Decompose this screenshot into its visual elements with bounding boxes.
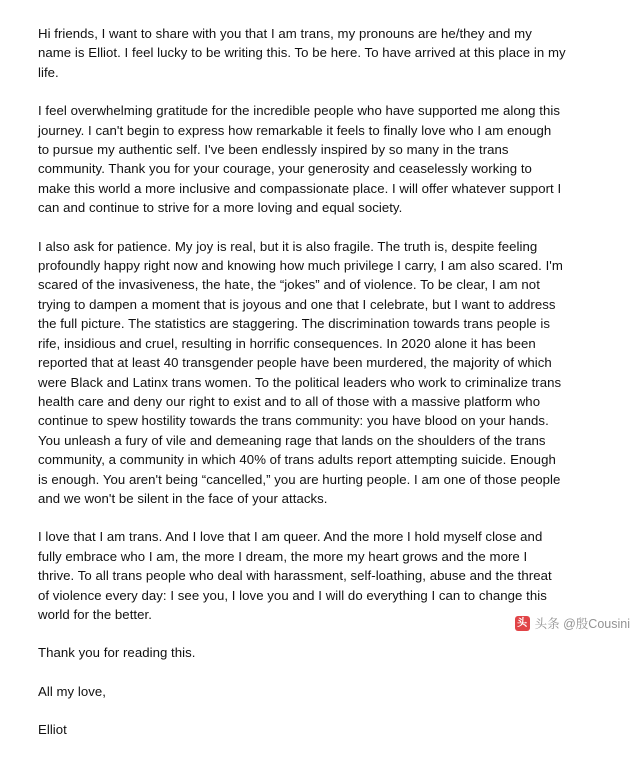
letter-paragraph: I love that I am trans. And I love that I am queer. And the more I hold myself close and fully embrace who I am, the more I dream, the more my heart grows and the more I thrive. To all trans people who deal with harassment, self-loathing, abuse and the threat of violence every day: I see you, I love you and I will do everything I can to change this world for the better. [38, 529, 552, 622]
letter-paragraph: Hi friends, I want to share with you that I am trans, my pronouns are he/they and my name is Elliot. I feel lucky to be writing this. To be here. To have arrived at this place in my life. [38, 26, 566, 80]
letter-body [38, 24, 566, 759]
watermark-text: 头条 @殷Cousini [534, 617, 630, 631]
letter-signature: Elliot [38, 722, 67, 738]
letter-closing-thanks: Thank you for reading this. [38, 645, 196, 661]
watermark [515, 614, 630, 632]
letter-signoff: All my love, [38, 683, 107, 699]
toutiao-logo-icon: 头 [515, 616, 530, 631]
letter-paragraph: I also ask for patience. My joy is real, but it is also fragile. The truth is, despite feeling profoundly happy right now and knowing how much privilege I carry, I am also scared. I'm scared of the invasiveness, the hate, the “jokes” and of violence. To be clear, I am not trying to dampen a moment that is joyous and one that I celebrate, but I want to address the full picture. The statistics are staggering. The discrimination towards trans people is rife, insidious and cruel, resulting in horrific consequences. In 2020 alone it has been reported that at least 40 transgender people have been murdered, the majority of which were Black and Latinx trans women. To the political leaders who work to criminalize trans health care and deny our right to exist and to all of those with a massive platform who continue to spew hostility towards the trans community: you have blood on your hands. You unleash a fury of vile and demeaning rage that lands on the shoulders of the trans community, a community in which 40% of trans adults report attempting suicide. Enough is enough. You aren't being “cancelled,” you are hurting people. I am one of those people and we won't be silent in the face of your attacks. [38, 238, 563, 506]
letter-paragraph: I feel overwhelming gratitude for the incredible people who have supported me along this journey. I can't begin to express how remarkable it feels to finally love who I am enough to pursue my authentic self. I've been endlessly inspired by so many in the trans community. Thank you for your courage, your generosity and ceaselessly working to make this world a more inclusive and compassionate place. I will offer whatever support I can and continue to strive for a more loving and equal society. [38, 103, 562, 216]
